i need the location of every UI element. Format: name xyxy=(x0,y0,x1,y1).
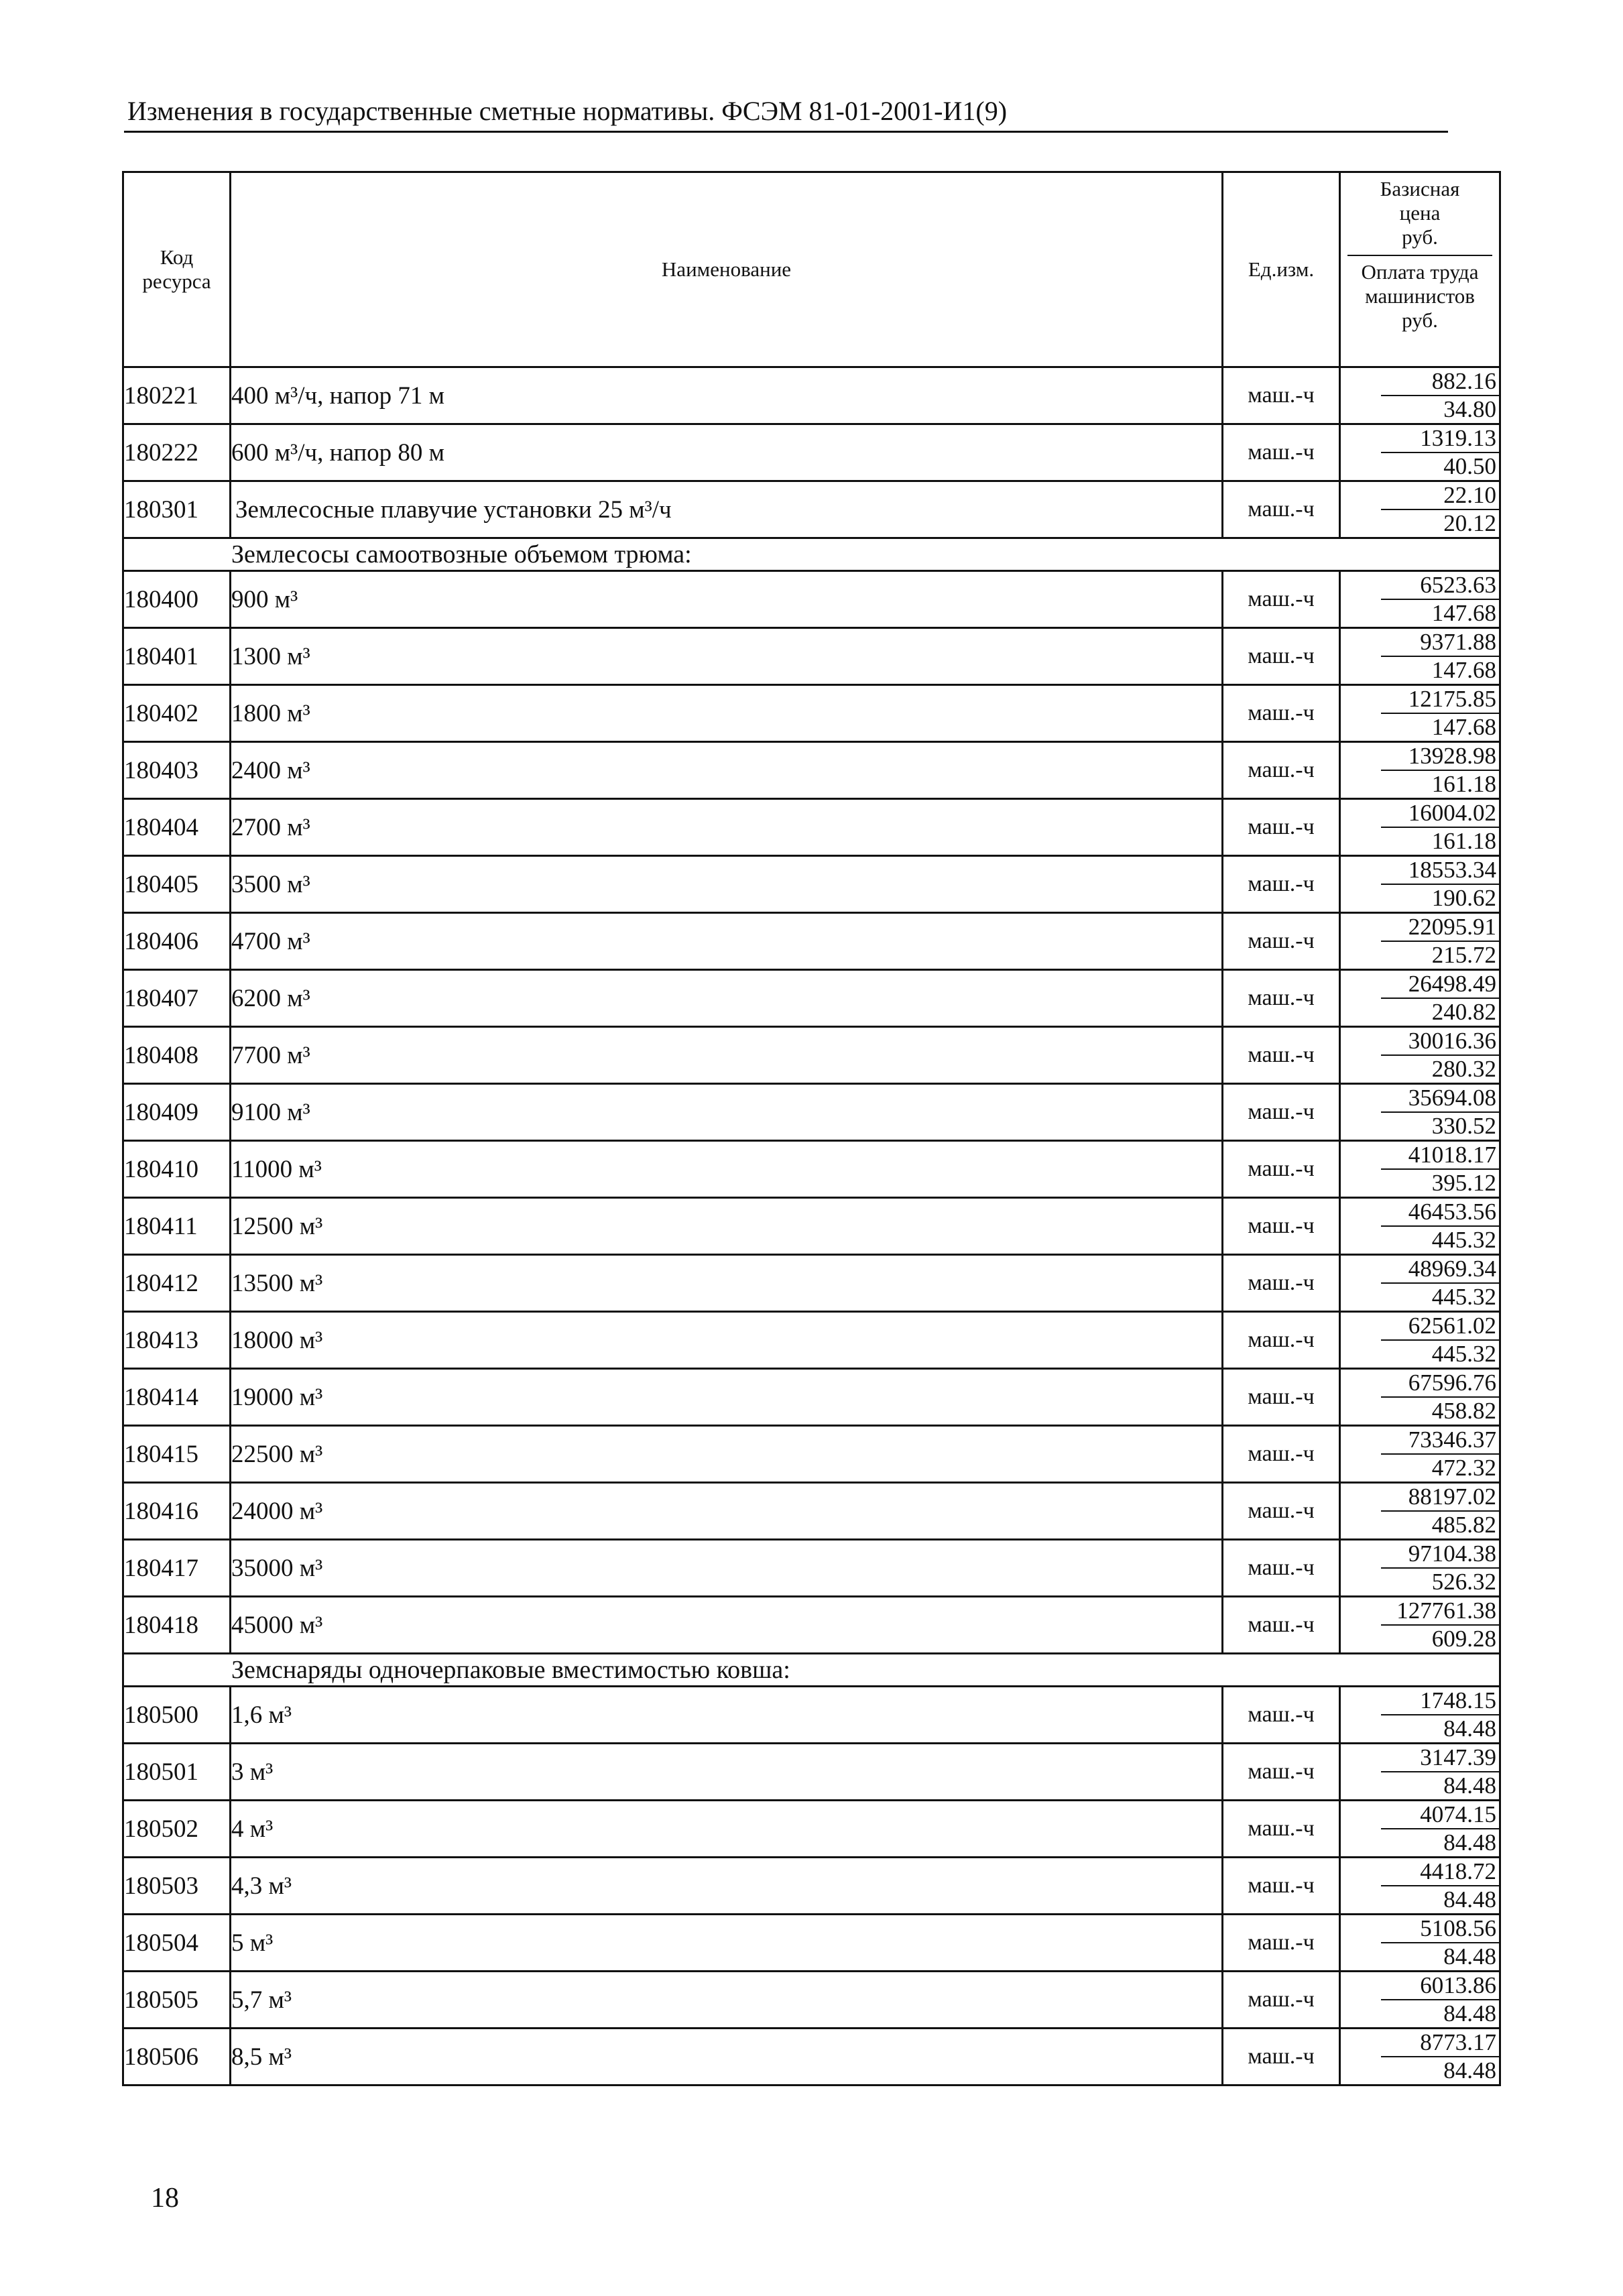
base-price: 3147.39 xyxy=(1381,1744,1499,1772)
price-cell xyxy=(1340,1141,1500,1198)
resource-code: 180412 xyxy=(123,1255,231,1312)
section-header-row xyxy=(123,1654,1500,1687)
resource-name: 7700 м³ xyxy=(231,1027,1223,1084)
table-row xyxy=(123,1198,1500,1255)
operator-wage: 147.68 xyxy=(1431,657,1496,683)
operator-wage: 445.32 xyxy=(1431,1227,1496,1253)
table-row xyxy=(123,1915,1500,1972)
base-price: 5108.56 xyxy=(1381,1915,1499,1943)
unit-of-measure: маш.-ч xyxy=(1223,1426,1340,1483)
operator-wage: 20.12 xyxy=(1443,510,1496,536)
unit-of-measure: маш.-ч xyxy=(1223,1801,1340,1858)
resource-code: 180416 xyxy=(123,1483,231,1540)
base-price: 13928.98 xyxy=(1381,743,1499,771)
table-row xyxy=(123,1540,1500,1597)
base-price: 41018.17 xyxy=(1381,1142,1499,1170)
base-price: 48969.34 xyxy=(1381,1256,1499,1284)
table-row xyxy=(123,1744,1500,1801)
operator-wage: 84.48 xyxy=(1443,1715,1496,1742)
table-row xyxy=(123,1972,1500,2029)
table-row xyxy=(123,571,1500,628)
resource-code: 180418 xyxy=(123,1597,231,1654)
table-row xyxy=(123,481,1500,538)
unit-of-measure: маш.-ч xyxy=(1223,856,1340,913)
base-price: 8773.17 xyxy=(1381,2029,1499,2057)
unit-of-measure: маш.-ч xyxy=(1223,481,1340,538)
table-row xyxy=(123,742,1500,799)
operator-wage: 84.48 xyxy=(1443,1829,1496,1856)
column-header-code: Код ресурса xyxy=(123,172,231,367)
unit-of-measure: маш.-ч xyxy=(1223,1540,1340,1597)
price-cell xyxy=(1340,685,1500,742)
unit-of-measure: маш.-ч xyxy=(1223,1915,1340,1972)
price-cell xyxy=(1340,1084,1500,1141)
price-cell xyxy=(1340,1972,1500,2029)
operator-wage: 395.12 xyxy=(1431,1170,1496,1196)
base-price: 882.16 xyxy=(1381,368,1499,396)
table-row xyxy=(123,2029,1500,2086)
unit-of-measure: маш.-ч xyxy=(1223,1597,1340,1654)
unit-of-measure: маш.-ч xyxy=(1223,1027,1340,1084)
unit-of-measure: маш.-ч xyxy=(1223,628,1340,685)
table-row xyxy=(123,1597,1500,1654)
table-header-row xyxy=(123,172,1500,367)
operator-wage: 190.62 xyxy=(1431,885,1496,911)
resource-code: 180400 xyxy=(123,571,231,628)
base-price: 67596.76 xyxy=(1381,1370,1499,1398)
operator-wage: 485.82 xyxy=(1431,1512,1496,1538)
price-cell xyxy=(1340,571,1500,628)
price-cell xyxy=(1340,1540,1500,1597)
resource-code: 180501 xyxy=(123,1744,231,1801)
price-cell xyxy=(1340,742,1500,799)
operator-wage: 161.18 xyxy=(1431,828,1496,854)
page-number: 18 xyxy=(151,2183,179,2214)
price-cell xyxy=(1340,481,1500,538)
price-cell xyxy=(1340,1027,1500,1084)
resource-name: 4700 м³ xyxy=(231,913,1223,970)
resource-code: 180506 xyxy=(123,2029,231,2086)
table-row xyxy=(123,685,1500,742)
table-row xyxy=(123,1801,1500,1858)
table-row xyxy=(123,424,1500,481)
operator-wage: 84.48 xyxy=(1443,2057,1496,2083)
resource-name: 4 м³ xyxy=(231,1801,1223,1858)
unit-of-measure: маш.-ч xyxy=(1223,742,1340,799)
price-cell xyxy=(1340,1597,1500,1654)
base-price: 16004.02 xyxy=(1381,800,1499,828)
table-body xyxy=(123,367,1500,2086)
unit-of-measure: маш.-ч xyxy=(1223,1687,1340,1744)
unit-of-measure: маш.-ч xyxy=(1223,1369,1340,1426)
resource-code: 180403 xyxy=(123,742,231,799)
base-price: 97104.38 xyxy=(1381,1540,1499,1569)
operator-wage: 330.52 xyxy=(1431,1113,1496,1139)
operator-wage: 40.50 xyxy=(1443,453,1496,479)
base-price: 26498.49 xyxy=(1381,971,1499,999)
price-cell xyxy=(1340,1744,1500,1801)
header-rule xyxy=(124,131,1448,133)
resource-code: 180504 xyxy=(123,1915,231,1972)
table-row xyxy=(123,1687,1500,1744)
resource-code: 180417 xyxy=(123,1540,231,1597)
table-row xyxy=(123,1141,1500,1198)
table-row xyxy=(123,367,1500,424)
resource-name: 18000 м³ xyxy=(231,1312,1223,1369)
resource-code: 180406 xyxy=(123,913,231,970)
price-cell xyxy=(1340,1255,1500,1312)
table-row xyxy=(123,970,1500,1027)
resource-name: 5 м³ xyxy=(231,1915,1223,1972)
resource-name: 11000 м³ xyxy=(231,1141,1223,1198)
unit-of-measure: маш.-ч xyxy=(1223,1198,1340,1255)
resource-name: 12500 м³ xyxy=(231,1198,1223,1255)
section-label: Землесосы самоотвозные объемом трюма: xyxy=(123,538,1500,571)
unit-of-measure: маш.-ч xyxy=(1223,1858,1340,1915)
operator-wage: 280.32 xyxy=(1431,1056,1496,1082)
resource-name: 3500 м³ xyxy=(231,856,1223,913)
unit-of-measure: маш.-ч xyxy=(1223,571,1340,628)
unit-of-measure: маш.-ч xyxy=(1223,913,1340,970)
page-header-title: Изменения в государственные сметные нормативы. ФСЭМ 81-01-2001-И1(9) xyxy=(127,96,1008,126)
resource-code: 180411 xyxy=(123,1198,231,1255)
operator-wage: 84.48 xyxy=(1443,1943,1496,1970)
base-price: 1319.13 xyxy=(1381,425,1499,453)
operator-wage: 84.48 xyxy=(1443,2000,1496,2027)
resource-code: 180301 xyxy=(123,481,231,538)
unit-of-measure: маш.-ч xyxy=(1223,1972,1340,2029)
unit-of-measure: маш.-ч xyxy=(1223,799,1340,856)
base-price: 9371.88 xyxy=(1381,629,1499,657)
resource-name: 2400 м³ xyxy=(231,742,1223,799)
price-cell xyxy=(1340,1312,1500,1369)
base-price: 4074.15 xyxy=(1381,1801,1499,1829)
table-row xyxy=(123,913,1500,970)
table-row xyxy=(123,1312,1500,1369)
price-cell xyxy=(1340,970,1500,1027)
resource-name: 6200 м³ xyxy=(231,970,1223,1027)
unit-of-measure: маш.-ч xyxy=(1223,1744,1340,1801)
operator-wage: 472.32 xyxy=(1431,1455,1496,1481)
resource-name: 5,7 м³ xyxy=(231,1972,1223,2029)
resource-name: 3 м³ xyxy=(231,1744,1223,1801)
resource-code: 180500 xyxy=(123,1687,231,1744)
price-cell xyxy=(1340,1198,1500,1255)
resource-name: 1800 м³ xyxy=(231,685,1223,742)
table-row xyxy=(123,1483,1500,1540)
operator-wage: 445.32 xyxy=(1431,1341,1496,1367)
resource-name: 900 м³ xyxy=(231,571,1223,628)
price-cell xyxy=(1340,628,1500,685)
base-price: 22095.91 xyxy=(1381,914,1499,942)
base-price: 6013.86 xyxy=(1381,1972,1499,2000)
table-row xyxy=(123,1369,1500,1426)
base-price: 30016.36 xyxy=(1381,1028,1499,1056)
resource-code: 180409 xyxy=(123,1084,231,1141)
table-row xyxy=(123,1858,1500,1915)
unit-of-measure: маш.-ч xyxy=(1223,367,1340,424)
resource-name: 8,5 м³ xyxy=(231,2029,1223,2086)
resource-code: 180413 xyxy=(123,1312,231,1369)
table-row xyxy=(123,799,1500,856)
resource-name: 4,3 м³ xyxy=(231,1858,1223,1915)
base-price: 6523.63 xyxy=(1381,572,1499,600)
resource-code: 180414 xyxy=(123,1369,231,1426)
resource-code: 180503 xyxy=(123,1858,231,1915)
operator-wage: 147.68 xyxy=(1431,714,1496,740)
operator-wage: 458.82 xyxy=(1431,1398,1496,1424)
base-price: 88197.02 xyxy=(1381,1484,1499,1512)
price-cell xyxy=(1340,1426,1500,1483)
unit-of-measure: маш.-ч xyxy=(1223,1084,1340,1141)
unit-of-measure: маш.-ч xyxy=(1223,1312,1340,1369)
operator-wage: 84.48 xyxy=(1443,1886,1496,1913)
resource-name: 45000 м³ xyxy=(231,1597,1223,1654)
resource-name: 9100 м³ xyxy=(231,1084,1223,1141)
base-price: 35694.08 xyxy=(1381,1085,1499,1113)
base-price: 127761.38 xyxy=(1381,1597,1499,1626)
price-cell xyxy=(1340,1801,1500,1858)
price-cell xyxy=(1340,1483,1500,1540)
price-cell xyxy=(1340,1687,1500,1744)
base-price: 12175.85 xyxy=(1381,686,1499,714)
base-price: 46453.56 xyxy=(1381,1199,1499,1227)
table-row xyxy=(123,1027,1500,1084)
resource-code: 180221 xyxy=(123,367,231,424)
operator-wage: 34.80 xyxy=(1443,396,1496,422)
base-price: 22.10 xyxy=(1381,482,1499,510)
resource-name: Землесосные плавучие установки 25 м³/ч xyxy=(231,481,1223,538)
price-cell xyxy=(1340,1915,1500,1972)
price-cell xyxy=(1340,856,1500,913)
price-cell xyxy=(1340,1858,1500,1915)
price-cell xyxy=(1340,367,1500,424)
base-price: 1748.15 xyxy=(1381,1687,1499,1715)
resource-name: 13500 м³ xyxy=(231,1255,1223,1312)
resource-code: 180408 xyxy=(123,1027,231,1084)
unit-of-measure: маш.-ч xyxy=(1223,2029,1340,2086)
column-header-name: Наименование xyxy=(231,172,1223,367)
operator-wage: 445.32 xyxy=(1431,1284,1496,1310)
operator-wage: 84.48 xyxy=(1443,1772,1496,1799)
operator-wage: 215.72 xyxy=(1431,942,1496,968)
unit-of-measure: маш.-ч xyxy=(1223,1483,1340,1540)
resource-code: 180410 xyxy=(123,1141,231,1198)
resource-name: 1,6 м³ xyxy=(231,1687,1223,1744)
operator-wage: 526.32 xyxy=(1431,1569,1496,1595)
unit-of-measure: маш.-ч xyxy=(1223,685,1340,742)
resource-name: 19000 м³ xyxy=(231,1369,1223,1426)
resource-name: 600 м³/ч, напор 80 м xyxy=(231,424,1223,481)
table-row xyxy=(123,628,1500,685)
section-header-row xyxy=(123,538,1500,571)
operator-wage: 240.82 xyxy=(1431,999,1496,1025)
resource-name: 400 м³/ч, напор 71 м xyxy=(231,367,1223,424)
resource-name: 24000 м³ xyxy=(231,1483,1223,1540)
price-cell xyxy=(1340,424,1500,481)
unit-of-measure: маш.-ч xyxy=(1223,970,1340,1027)
table-row xyxy=(123,856,1500,913)
resource-name: 35000 м³ xyxy=(231,1540,1223,1597)
unit-of-measure: маш.-ч xyxy=(1223,1255,1340,1312)
resource-code: 180505 xyxy=(123,1972,231,2029)
operator-wage: 147.68 xyxy=(1431,600,1496,626)
operator-wage: 161.18 xyxy=(1431,771,1496,797)
column-header-unit: Ед.изм. xyxy=(1223,172,1340,367)
resource-code: 180415 xyxy=(123,1426,231,1483)
base-price: 73346.37 xyxy=(1381,1427,1499,1455)
operator-wage: 609.28 xyxy=(1431,1626,1496,1652)
column-header-price: Базисная цена руб. Оплата труда машинистов руб. xyxy=(1340,172,1500,367)
unit-of-measure: маш.-ч xyxy=(1223,424,1340,481)
base-price: 4418.72 xyxy=(1381,1858,1499,1886)
resource-code: 180222 xyxy=(123,424,231,481)
section-label: Земснаряды одночерпаковые вместимостью ковша: xyxy=(123,1654,1500,1687)
resource-code: 180402 xyxy=(123,685,231,742)
resource-code: 180401 xyxy=(123,628,231,685)
resource-code: 180407 xyxy=(123,970,231,1027)
price-cell xyxy=(1340,1369,1500,1426)
table-row xyxy=(123,1426,1500,1483)
price-cell xyxy=(1340,2029,1500,2086)
base-price: 62561.02 xyxy=(1381,1313,1499,1341)
resource-code: 180404 xyxy=(123,799,231,856)
table-row xyxy=(123,1255,1500,1312)
price-cell xyxy=(1340,913,1500,970)
price-cell xyxy=(1340,799,1500,856)
table-row xyxy=(123,1084,1500,1141)
resource-name: 2700 м³ xyxy=(231,799,1223,856)
resource-name: 1300 м³ xyxy=(231,628,1223,685)
unit-of-measure: маш.-ч xyxy=(1223,1141,1340,1198)
resource-code: 180405 xyxy=(123,856,231,913)
resource-code: 180502 xyxy=(123,1801,231,1858)
resource-price-table xyxy=(122,171,1501,2086)
resource-name: 22500 м³ xyxy=(231,1426,1223,1483)
base-price: 18553.34 xyxy=(1381,857,1499,885)
